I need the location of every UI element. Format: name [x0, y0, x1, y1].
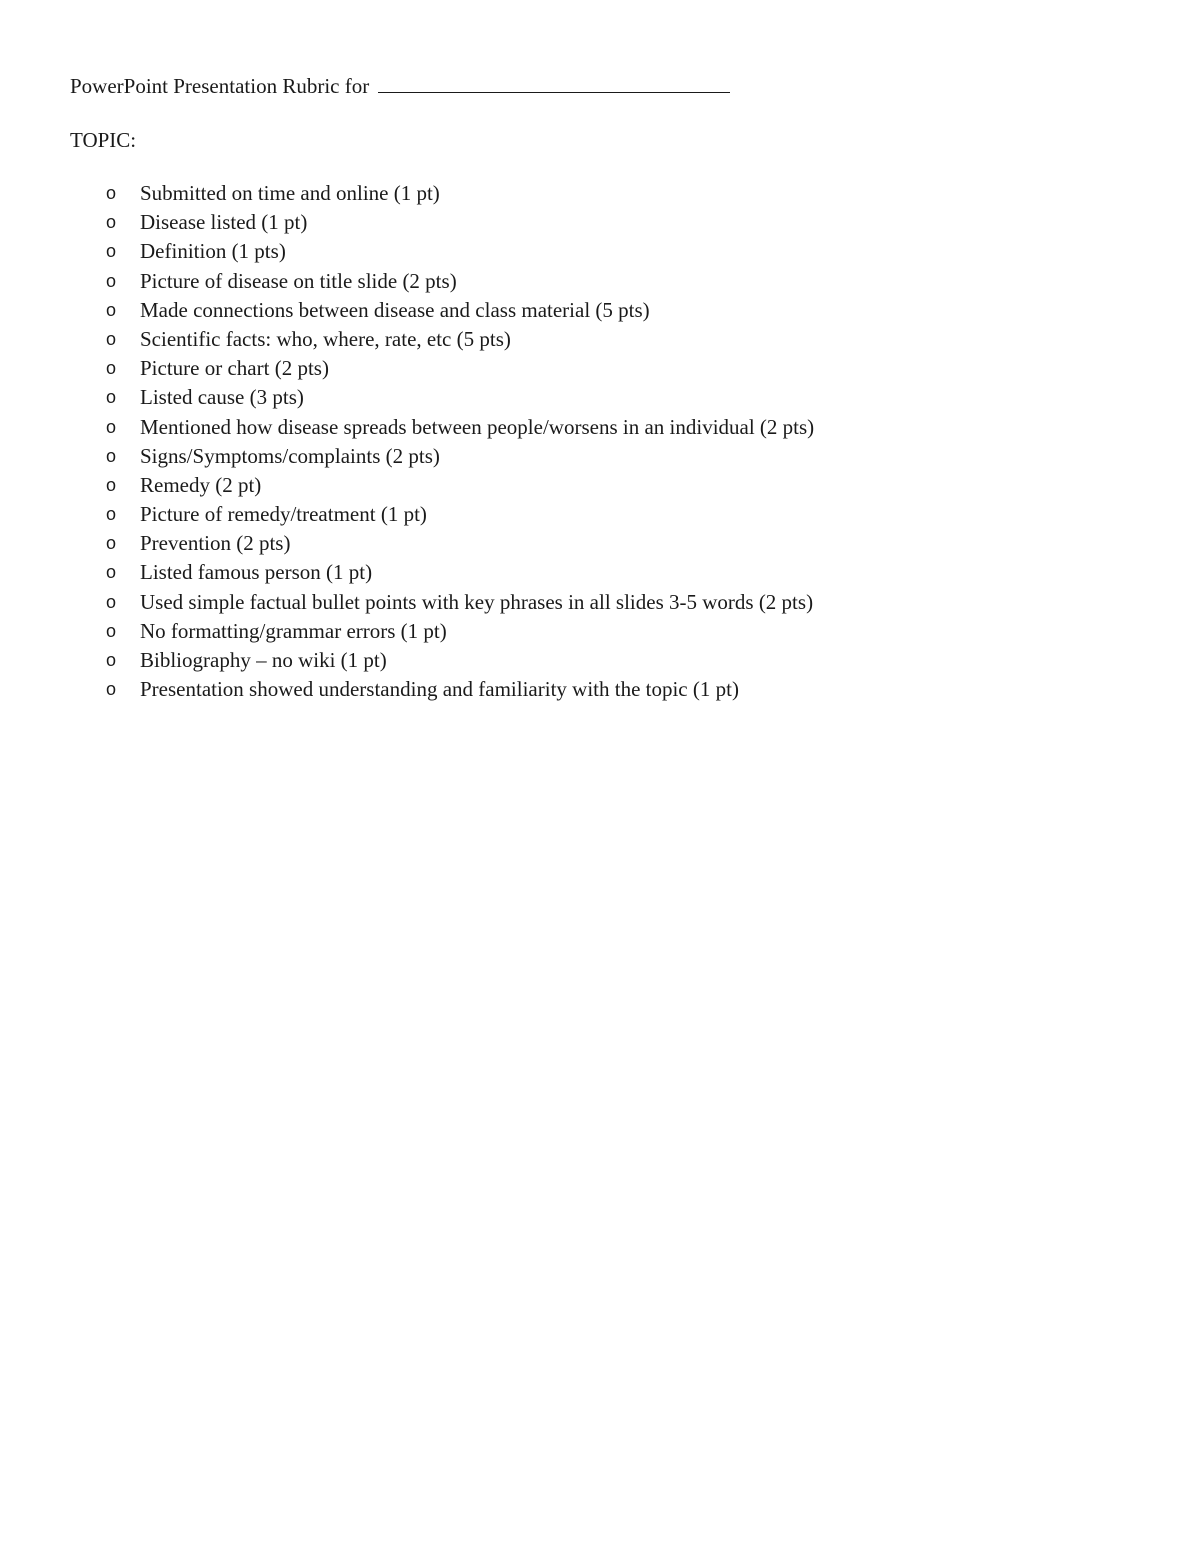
- topic-label: TOPIC:: [70, 128, 137, 152]
- hollow-bullet-icon: o: [106, 241, 117, 262]
- rubric-item-text: Picture or chart (2 pts): [140, 356, 329, 381]
- rubric-item-text: Disease listed (1 pt): [140, 210, 308, 235]
- rubric-item-text: Picture of remedy/treatment (1 pt): [140, 502, 427, 527]
- hollow-bullet-icon: o: [106, 533, 117, 554]
- hollow-bullet-icon: o: [106, 358, 117, 379]
- hollow-bullet-icon: o: [106, 474, 117, 495]
- hollow-bullet-icon: o: [106, 270, 117, 291]
- hollow-bullet-icon: o: [106, 299, 117, 320]
- hollow-bullet-icon: o: [106, 416, 117, 437]
- hollow-bullet-icon: o: [106, 562, 117, 583]
- rubric-item-text: Mentioned how disease spreads between people/worsens in an individual (2 pts): [140, 414, 815, 439]
- rubric-item-text: Bibliography – no wiki (1 pt): [140, 648, 387, 672]
- rubric-item-text: Listed cause (3 pts): [140, 385, 304, 410]
- rubric-item-text: Listed famous person (1 pt): [140, 560, 373, 585]
- rubric-item-text: Submitted on time and online (1 pt): [140, 181, 440, 205]
- rubric-item-text: No formatting/grammar errors (1 pt): [140, 618, 447, 643]
- hollow-bullet-icon: o: [106, 387, 117, 408]
- name-blank-line: [378, 72, 730, 93]
- hollow-bullet-icon: o: [106, 620, 117, 641]
- hollow-bullet-icon: o: [106, 650, 117, 670]
- rubric-item-text: Signs/Symptoms/complaints (2 pts): [140, 443, 440, 468]
- hollow-bullet-icon: o: [106, 679, 117, 700]
- hollow-bullet-icon: o: [106, 591, 117, 612]
- rubric-item-text: Prevention (2 pts): [140, 531, 291, 556]
- hollow-bullet-icon: o: [106, 183, 117, 203]
- rubric-title-line: [70, 72, 730, 100]
- rubric-item-text: Remedy (2 pt): [140, 472, 262, 497]
- hollow-bullet-icon: o: [106, 212, 117, 233]
- rubric-item-text: Used simple factual bullet points with key phrases in all slides 3-5 words (2 pts): [140, 589, 814, 614]
- rubric-item-text: Made connections between disease and class material (5 pts): [140, 297, 650, 322]
- rubric-title: PowerPoint Presentation Rubric for: [70, 74, 370, 98]
- rubric-item-text: Presentation showed understanding and familiarity with the topic (1 pt): [140, 677, 739, 702]
- hollow-bullet-icon: o: [106, 504, 117, 525]
- rubric-item-text: Definition (1 pts): [140, 239, 286, 264]
- rubric-item-text: Scientific facts: who, where, rate, etc (5 pts): [140, 326, 511, 351]
- hollow-bullet-icon: o: [106, 328, 117, 349]
- rubric-item-text: Picture of disease on title slide (2 pts): [140, 268, 457, 293]
- hollow-bullet-icon: o: [106, 445, 117, 466]
